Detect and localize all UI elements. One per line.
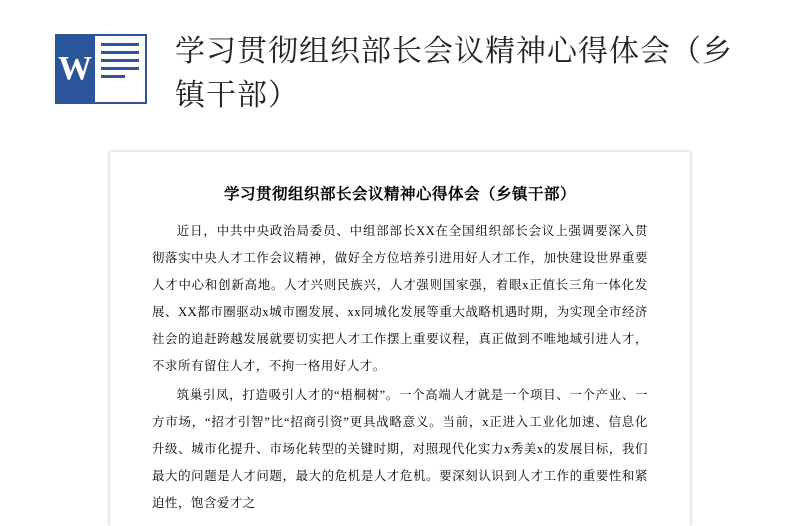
word-icon-letter: W [55,34,95,104]
document-sheet [110,152,690,526]
document-paragraph: 近日，中共中央政治局委员、中组部部长XX在全国组织部长会议上强调要深入贯彻落实中央人才工作会议精神，做好全方位培养引进用好人才工作，加快建设世界重要人才中心和创新高地。人才兴则民族兴，人才强则国家强，着眼x正值长三角一体化发展、XX都市圈驱动x城市圈发展、xx同城化发展等重大战略机遇时期，为实现全市经济社会的追赶跨越发展就要切实把人才工作摆上重要议程，真正做到不唯地域引进人才，不求所有留住人才，不拘一格用好人才。 [152,224,648,373]
word-icon-line [101,43,139,46]
word-icon-line [101,51,139,54]
word-icon-lines [95,34,147,104]
word-icon-line [101,75,125,78]
page-title: 学习贯彻组织部长会议精神心得体会（乡镇干部） [175,35,733,112]
document-heading: 学习贯彻组织部长会议精神心得体会（乡镇干部） [223,186,576,203]
document-paragraph: 筑巢引凤，打造吸引人才的“梧桐树”。一个高端人才就是一个项目、一个产业、一方市场，“招才引智”比“招商引资”更具战略意义。当前，x正进入工业化加速、信息化升级、城市化提升、市场化转型的关键时期，对照现代化实力x秀美x的发展目标，我们最大的问题是人才问题，最大的危机是人才危机。要深刻认识到人才工作的重要性和紧迫性，饱含爱才之 [152,388,648,510]
page-header [0,0,800,140]
word-icon-line [101,67,139,70]
word-icon-line [101,59,139,62]
word-document-icon [55,34,147,104]
